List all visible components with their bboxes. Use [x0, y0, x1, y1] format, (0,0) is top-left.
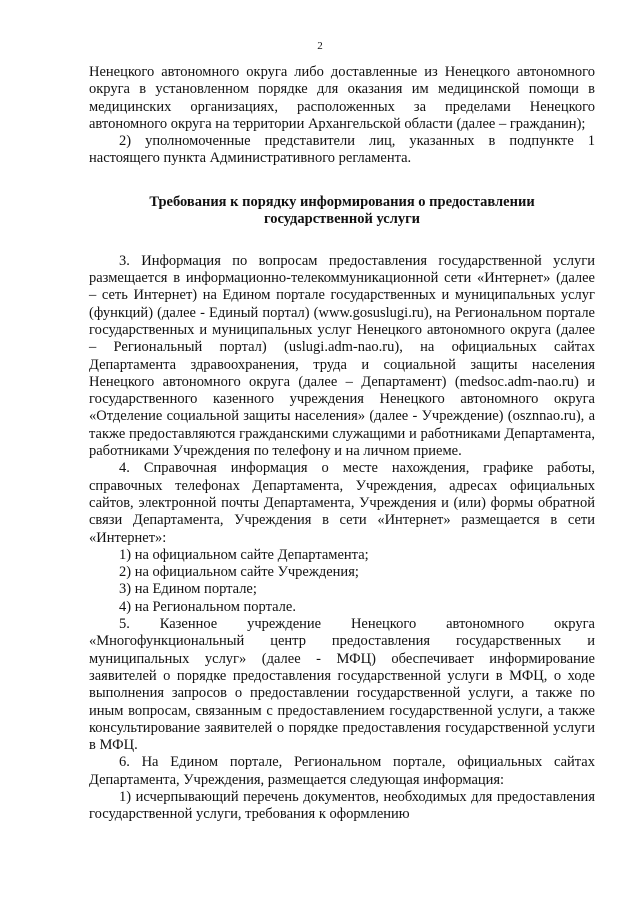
page-number: 2	[317, 40, 323, 52]
paragraph-item-6: 6. На Едином портале, Региональном портале, официальных сайтах Департамента, Учреждения, размещается следующая информация:	[89, 754, 595, 788]
paragraph-representatives: 2) уполномоченные представители лиц, указанных в подпункте 1 настоящего пункта Административного регламента.	[89, 133, 595, 167]
section-heading	[89, 194, 595, 229]
paragraph-continuation: Ненецкого автономного округа либо доставленные из Ненецкого автономного округа в установленном порядке для оказания им медицинской помощи в медицинских организациях, расположенных за пределами Ненецкого автономного округа на территории Архангельской области (далее – гражданин);	[89, 64, 595, 132]
paragraph-item-5: 5. Казенное учреждение Ненецкого автономного округа «Многофункциональный центр предоставления государственных и муниципальных услуг» (далее - МФЦ) обеспечивает информирование заявителей о порядке предоставления государственной услуги в МФЦ, о ходе выполнения запросов о предоставлении государственной услуги, а также по иным вопросам, связанным с предоставлением государственной услуги, а также консультирование заявителей о порядке предоставления государственной услуги в МФЦ.	[89, 616, 595, 754]
paragraph-item-3: 3. Информация по вопросам предоставления государственной услуги размещается в информационно-телекоммуникационной сети «Интернет» (далее – сеть Интернет) на Едином портале государственных и муниципальных услуг (функций) (далее - Единый портал) (www.gosuslugi.ru), на Региональном портале государственных и муниципальных услуг Ненецкого автономного округа (далее – Региональный портал) (uslugi.adm-nao.ru), на официальных сайтах Департамента здравоохранения, труда и социальной защиты населения Ненецкого автономного округа (далее – Департамент) (medsoc.adm-nao.ru) и государственного казенного учреждения Ненецкого автономного округа «Отделение социальной защиты населения» (далее - Учреждение) (osznnao.ru), а также предоставляются гражданскими служащими и работниками Департамента, работниками Учреждения по телефону и на личном приеме.	[89, 252, 595, 460]
list-item-6-1: 1) исчерпывающий перечень документов, необходимых для предоставления государственной услуги, требования к оформлению	[89, 788, 595, 823]
list-item-4-3: 3) на Едином портале;	[119, 581, 257, 598]
section-heading-line-1: Требования к порядку информирования о предоставлении	[149, 193, 535, 210]
document-body	[89, 64, 595, 824]
list-item-4-4: 4) на Региональном портале.	[119, 598, 296, 615]
section-heading-line-2: государственной услуги	[263, 211, 421, 228]
list-item-4-2: 2) на официальном сайте Учреждения;	[119, 564, 359, 581]
paragraph-item-4: 4. Справочная информация о месте нахождения, графике работы, справочных телефонах Департамента, Учреждения, адресах официальных сайтов, электронной почты Департамента, Учреждения и (или) формы обратной связи Департамента, Учреждения в сети «Интернет» размещается в сети «Интернет»:	[89, 460, 595, 546]
list-item-4-1: 1) на официальном сайте Департамента;	[119, 546, 369, 563]
